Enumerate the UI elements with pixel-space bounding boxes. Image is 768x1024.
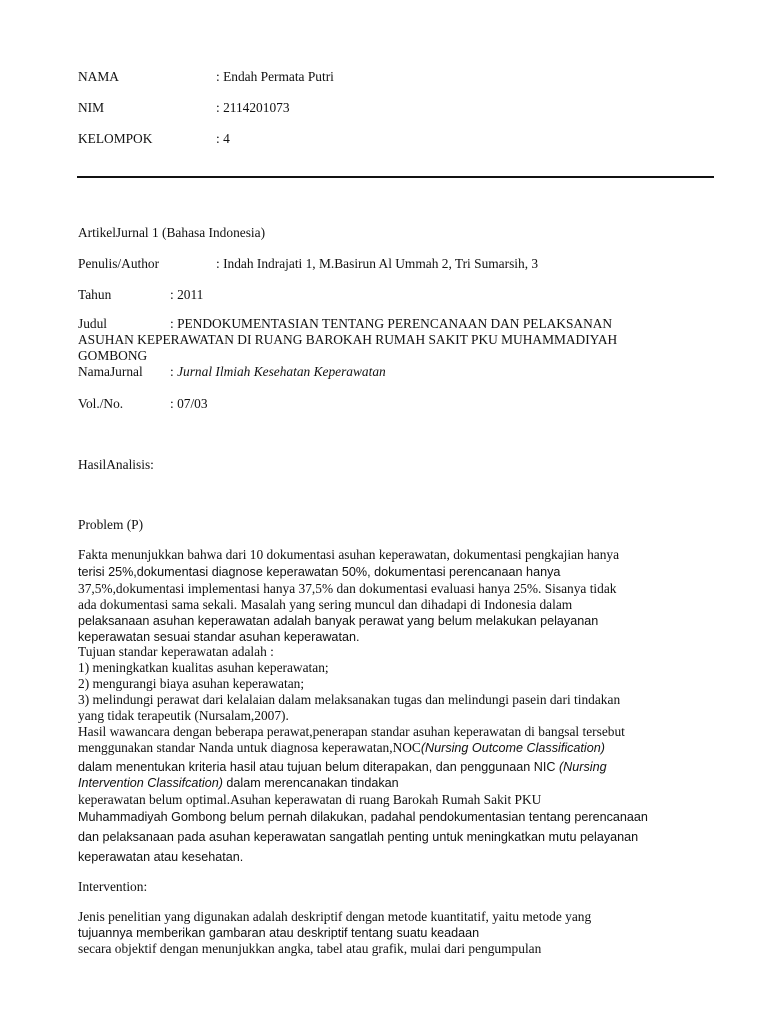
journal-name [170,364,386,380]
intervention-line: secara objektif dengan menunjukkan angka, tabel atau grafik, mulai dari pengumpulan [78,941,542,956]
problem-line: keperawatan sesuai standar asuhan keperawatan. [78,630,360,644]
author-label: Penulis/Author [78,256,160,271]
author-value: : Indah Indrajati 1, M.Basirun Al Ummah 2, Tri Sumarsih, 3 [216,256,539,271]
problem-line: 2) mengurangi biaya asuhan keperawatan; [78,676,305,691]
article-heading: ArtikelJurnal 1 (Bahasa Indonesia) [78,225,266,240]
problem-text: dalam menentukan kriteria hasil atau tujuan belum diterapakan, dan penggunaan NIC [78,760,559,774]
title-line-2: ASUHAN KEPERAWATAN DI RUANG BAROKAH RUMAH SAKIT PKU MUHAMMADIYAH [78,332,618,347]
kelompok-label: KELOMPOK [78,131,153,146]
problem-line: ada dokumentasi sama sekali. Masalah yang sering muncul dan dihadapi di Indonesia dalam [78,597,573,612]
problem-line [78,775,399,791]
problem-line: terisi 25%,dokumentasi diagnose keperawatan 50%, dokumentasi perencanaan hanya [78,565,561,579]
problem-line: Fakta menunjukkan bahwa dari 10 dokumentasi asuhan keperawatan, dokumentasi pengkajian hanya [78,547,620,562]
intervention-line: Jenis penelitian yang digunakan adalah deskriptif dengan metode kuantitatif, yaitu metode yang [78,909,592,924]
journal-value: Jurnal Ilmiah Kesehatan Keperawatan [177,364,386,379]
kelompok-value: : 4 [216,131,230,146]
nic-term: (Nursing [558,760,607,774]
nim-label: NIM [78,100,105,115]
divider-line [77,176,714,178]
problem-line: dan pelaksanaan pada asuhan keperawatan sangatlah penting untuk meningkatkan mutu pelayanan [78,830,639,844]
year-value: : 2011 [170,287,204,302]
problem-line: 37,5%,dokumentasi implementasi hanya 37,5% dan dokumentasi evaluasi hanya 25%. Sisanya tidak [78,581,617,596]
problem-line: 1) meningkatkan kualitas asuhan keperawatan; [78,660,329,675]
title-label: Judul [78,316,108,331]
journal-label: NamaJurnal [78,364,143,379]
volume-label: Vol./No. [78,396,124,411]
nama-label: NAMA [78,69,119,84]
analysis-heading: HasilAnalisis: [78,457,154,472]
problem-text: menggunakan standar Nanda untuk diagnosa keperawatan,NOC [78,740,421,755]
problem-line: Tujuan standar keperawatan adalah : [78,644,274,659]
volume-value: : 07/03 [170,396,208,411]
problem-line: keperawatan belum optimal.Asuhan keperawatan di ruang Barokah Rumah Sakit PKU [78,792,542,807]
problem-line: 3) melindungi perawat dari kelalaian dalam melaksanakan tugas dan melindungi pasein dari tindakan [78,692,621,707]
problem-heading: Problem (P) [78,517,144,532]
problem-line: yang tidak terapeutik (Nursalam,2007). [78,708,289,723]
intervention-line: tujuannya memberikan gambaran atau deskriptif tentang suatu keadaan [78,926,480,940]
journal-colon: : [170,364,178,379]
nim-value: : 2114201073 [216,100,290,115]
problem-line: Hasil wawancara dengan beberapa perawat,penerapan standar asuhan keperawatan di bangsal tersebut [78,724,625,739]
problem-line [78,759,607,775]
nic-term-cont: Intervention Classifcation) [78,776,223,790]
nama-value: : Endah Permata Putri [216,69,334,84]
year-label: Tahun [78,287,112,302]
problem-line [78,740,605,756]
intervention-heading: Intervention: [78,879,148,894]
title-line-1: : PENDOKUMENTASIAN TENTANG PERENCANAAN DAN PELAKSANAN [170,316,613,331]
problem-line: keperawatan atau kesehatan. [78,850,244,864]
problem-text: dalam merencanakan tindakan [222,776,399,790]
problem-line: pelaksanaan asuhan keperawatan adalah banyak perawat yang belum melakukan pelayanan [78,614,599,628]
problem-line: Muhammadiyah Gombong belum pernah dilakukan, padahal pendokumentasian tentang perencanaan [78,810,648,824]
title-line-3: GOMBONG [78,348,148,363]
noc-term: (Nursing Outcome Classification) [420,741,605,755]
